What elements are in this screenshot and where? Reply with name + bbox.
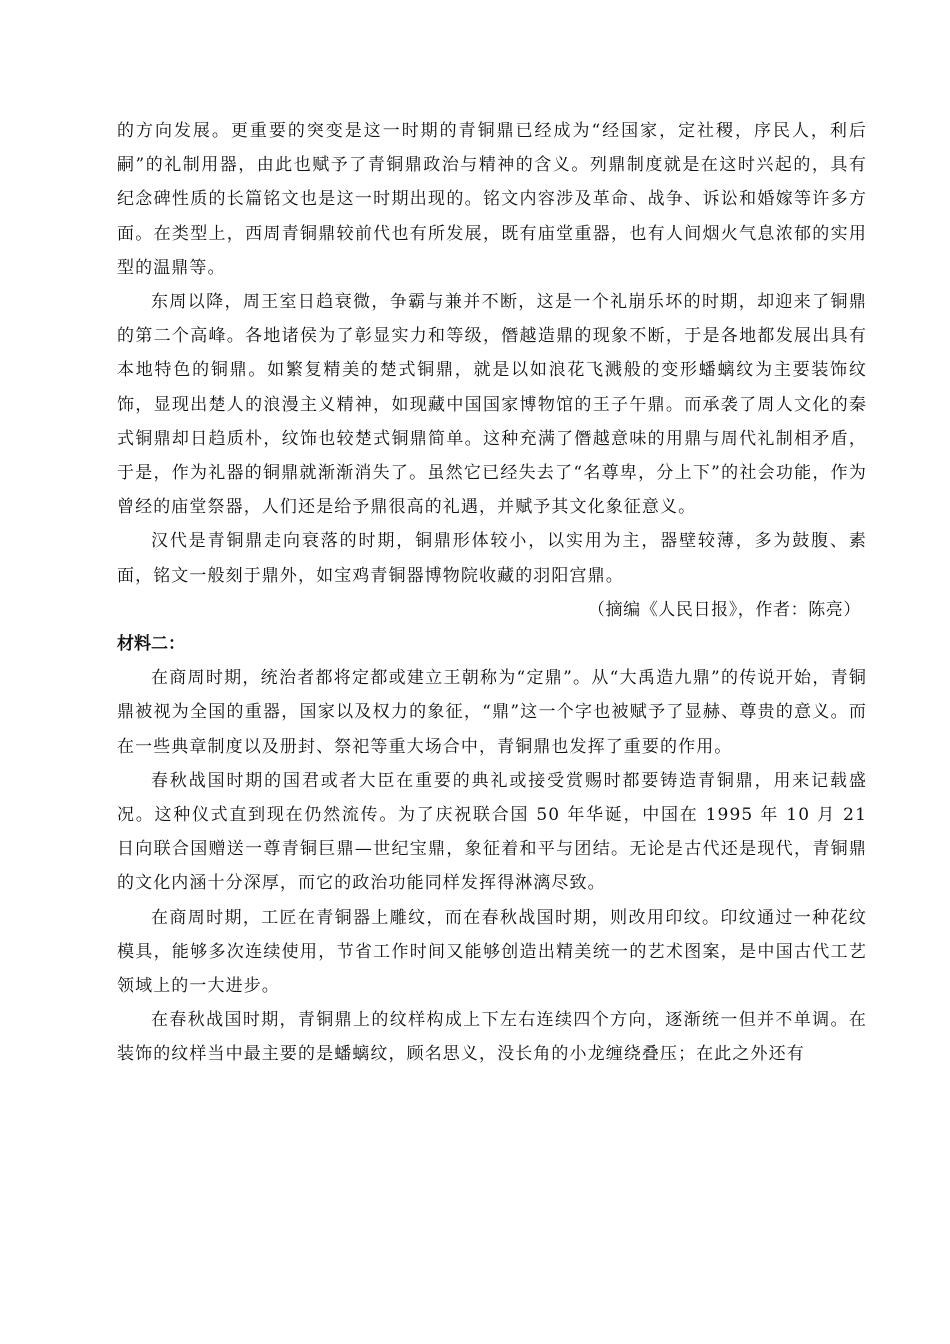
paragraph-4: 在商周时期，统治者都将定都或建立王朝称为“定鼎”。从“大禹造九鼎”的传说开始，青铜鼎被视为全国的重器，国家以及权力的象征，“鼎”这一个字也被赋予了显赫、尊贵的意义。而在一些典章制度以及册封、祭祀等重大场合中，青铜鼎也发挥了重要的作用。 [117,668,867,757]
paragraph-5: 春秋战国时期的国君或者大臣在重要的典礼或接受赏赐时都要铸造青铜鼎，用来记载盛况。这种仪式直到现在仍然流传。为了庆祝联合国 50 年华诞，中国在 1995 年 10 月 21 日向联合国赠送一尊青铜巨鼎—世纪宝鼎，象征着和平与团结。无论是古代还是现代，青铜鼎的文化内涵十分深厚，而它的政治功能同样发挥得淋漓尽致。 [117,770,867,894]
paragraph-7: 在春秋战国时期，青铜鼎上的纹样构成上下左右连续四个方向，逐渐统一但并不单调。在装饰的纹样当中最主要的是蟠螭纹，顾名思义，没长角的小龙缠绕叠压；在此之外还有 [117,1010,867,1065]
paragraph-6: 在商周时期，工匠在青铜器上雕纹，而在春秋战国时期，则改用印纹。印纹通过一种花纹模具，能够多次连续使用，节省工作时间又能够创造出精美统一的艺术图案，是中国古代工艺领域上的一大进步。 [117,907,867,997]
paragraph-3: 汉代是青铜鼎走向衰落的时期，铜鼎形体较小，以实用为主，器壁较薄，多为鼓腹、素面，铭文一般刻于鼎外，如宝鸡青铜器博物院收藏的羽阳宫鼎。 [117,531,867,586]
document-body [117,114,867,1072]
section-heading-material-2: 材料二： [117,634,185,655]
paragraph-1: 的方向发展。更重要的突变是这一时期的青铜鼎已经成为“经国家，定社稷，序民人，利后嗣”的礼制用器，由此也赋予了青铜鼎政治与精神的含义。列鼎制度就是在这时兴起的，具有纪念碑性质的长篇铭文也是这一时期出现的。铭文内容涉及革命、战争、诉讼和婚嫁等许多方面。在类型上，西周青铜鼎较前代也有所发展，既有庙堂重器，也有人间烟火气息浓郁的实用型的温鼎等。 [117,121,867,278]
paragraph-2: 东周以降，周王室日趋衰微，争霸与兼并不断，这是一个礼崩乐坏的时期，却迎来了铜鼎的第二个高峰。各地诸侯为了彰显实力和等级，僭越造鼎的现象不断，于是各地都发展出具有本地特色的铜鼎。如繁复精美的楚式铜鼎，就是以如浪花飞溅般的变形蟠螭纹为主要装饰纹饰，显现出楚人的浪漫主义精神，如现藏中国国家博物馆的王子午鼎。而承袭了周人文化的秦式铜鼎却日趋质朴，纹饰也较楚式铜鼎简单。这种充满了僭越意味的用鼎与周代礼制相矛盾，于是，作为礼器的铜鼎就渐渐消失了。虽然它已经失去了“名尊卑，分上下”的社会功能，作为曾经的庙堂祭器，人们还是给予鼎很高的礼遇，并赋予其文化象征意义。 [117,292,867,518]
source-citation: （摘编《人民日报》，作者：陈亮） [587,599,861,620]
